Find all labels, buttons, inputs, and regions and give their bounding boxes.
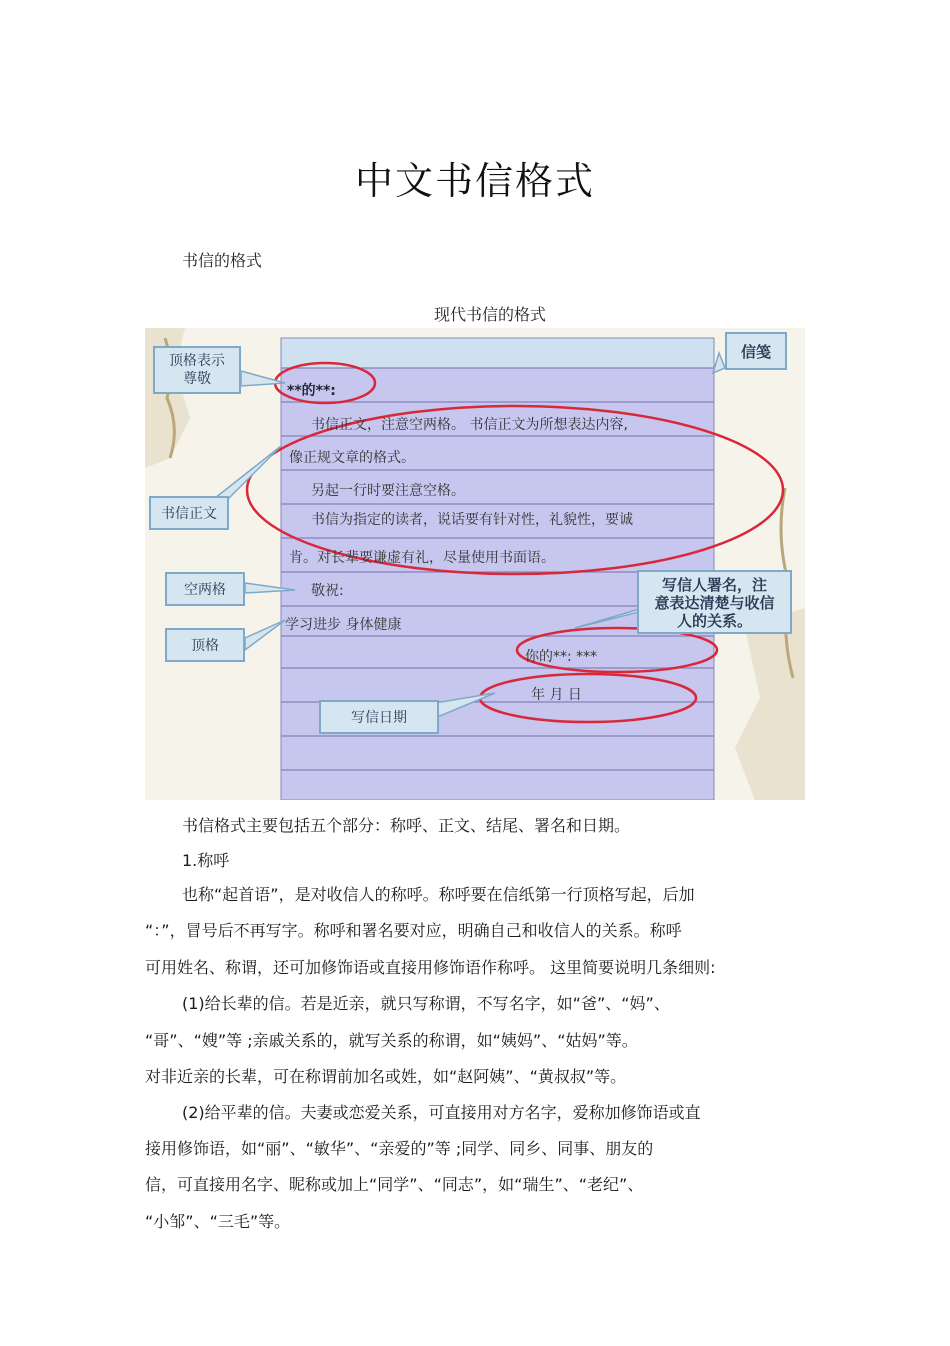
- paragraph-3-line-1: (2)给平辈的信。夫妻或恋爱关系，可直接用对方名字，爱称加修饰语或直: [182, 1103, 701, 1122]
- letter-body-line-3: 另起一行时要注意空格。: [311, 483, 465, 499]
- page-title: 中文书信格式: [354, 159, 595, 203]
- callout-top-respect: 顶格表示 尊敬: [153, 346, 241, 394]
- letter-body-line-4: 书信为指定的读者，说话要有针对性，礼貌性，要诚: [311, 512, 633, 528]
- pointer-stationery: [713, 353, 725, 373]
- pointer-top-align: [245, 620, 285, 650]
- paragraph-1-line-1: 也称“起首语”，是对收信人的称呼。称呼要在信纸第一行顶格写起，后加: [182, 885, 695, 904]
- paragraph-3-line-2: 接用修饰语，如“丽”、“敏华”、“亲爱的”等 ;同学、同乡、同事、朋友的: [145, 1139, 654, 1158]
- paragraph-1-line-2: “：”，冒号后不再写字。称呼和署名要对应，明确自己和收信人的关系。称呼: [145, 921, 682, 940]
- figure-caption: 现代书信的格式: [433, 305, 546, 324]
- map-decoration-right: [735, 608, 805, 800]
- section-label: 书信的格式: [182, 251, 263, 270]
- letter-body-line-2: 像正规文章的格式。: [289, 450, 415, 466]
- letter-body-line-1: 书信正文，注意空两格。 书信正文为所想表达内容,: [311, 417, 628, 433]
- letter-format-figure: [145, 328, 805, 800]
- callout-date-label: 写信日期: [319, 700, 439, 734]
- letter-body-line-5: 肯。对长辈要谦虚有礼，尽量使用书面语。: [289, 550, 555, 566]
- callout-signer: 写信人署名，注 意表达清楚与收信 人的关系。: [637, 570, 792, 634]
- letter-date: 年 月 日: [531, 687, 582, 703]
- letter-salutation: **的**:: [287, 383, 336, 399]
- paragraph-2-line-3: 对非近亲的长辈，可在称谓前加名或姓，如“赵阿姨”、“黄叔叔”等。: [145, 1067, 627, 1086]
- paragraph-2-line-2: “哥”、“嫂”等 ;亲戚关系的，就写关系的称谓，如“姨妈”、“姑妈”等。: [145, 1031, 638, 1050]
- callout-two-spaces: 空两格: [165, 572, 245, 606]
- letter-closing-1: 敬祝:: [311, 583, 344, 599]
- letter-header-band: [281, 338, 714, 368]
- callout-stationery: 信笺: [725, 332, 787, 370]
- paragraph-3-line-4: “小邹”、“三毛”等。: [145, 1212, 291, 1231]
- letter-closing-2: 学习进步 身体健康: [285, 617, 402, 633]
- letter-signature: 你的**: ***: [525, 649, 598, 665]
- paragraph-2-line-1: (1)给长辈的信。若是近亲，就只写称谓，不写名字，如“爸”、“妈”、: [182, 994, 670, 1013]
- paragraph-1-line-3: 可用姓名、称谓，还可加修饰语或直接用修饰语作称呼。 这里简要说明几条细则:: [145, 958, 716, 977]
- callout-top-align: 顶格: [165, 628, 245, 662]
- paragraph-3-line-3: 信，可直接用名字、昵称或加上“同学”、“同志”，如“瑞生”、“老纪”、: [145, 1175, 644, 1194]
- pointer-top-respect: [241, 371, 285, 386]
- intro-paragraph: 书信格式主要包括五个部分：称呼、正文、结尾、署名和日期。: [182, 816, 631, 835]
- callout-body-text: 书信正文: [149, 496, 229, 530]
- heading-salutation: 1.称呼: [182, 851, 230, 870]
